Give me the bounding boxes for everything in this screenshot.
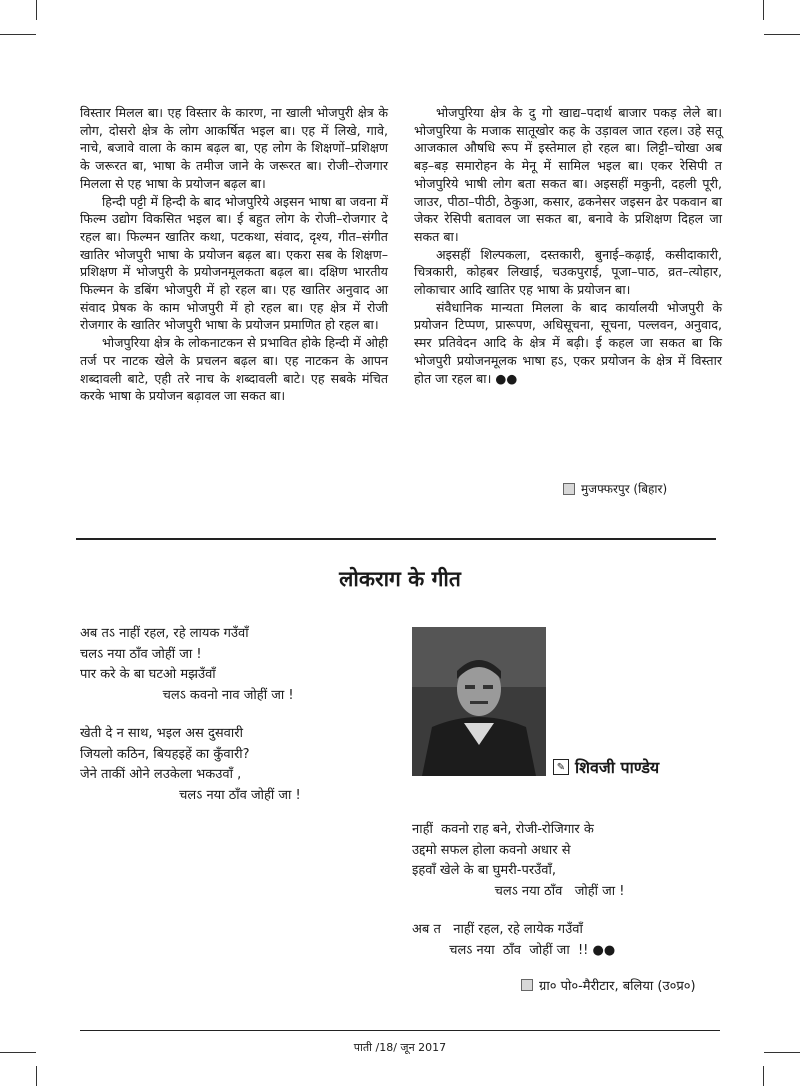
- poem-line: पार करे के बा घटओ मझउँवाँ: [80, 667, 216, 682]
- poem-line: जेने ताकीं ओने लउकेला भकउवाँ ,: [80, 767, 242, 782]
- poet-name-line: [553, 756, 659, 778]
- square-bullet-icon: [563, 483, 575, 495]
- article-column-right: [414, 104, 722, 387]
- byline-location: मुजफ्फरपुर (बिहार): [581, 482, 668, 496]
- poet-name: शिवजी पाण्डेय: [575, 758, 660, 777]
- article-paragraph: अइसहीं शिल्पकला, दस्तकारी, बुनाई–कढ़ाई, कसीदाकारी, चित्रकारी, कोहबर लिखाई, चउकपुराई, पूजा–पाठ, व्रत–त्योहार, लोकाचार आदि खातिर एह भाषा के प्रयोजन बा।: [414, 246, 722, 298]
- article-paragraph: भोजपुरिया क्षेत्र के लोकनाटकन से प्रभावित होके हिन्दी में ओही तर्ज पर नाटक खेले के प्रचलन बढ़ल बा। एह नाटकन के आपन शब्दावली बाटे, एही तरे नाच के शब्दावली बाटे। एह सबके मंचित करके भाषा के प्रयोजन बढ़ावल जा सकत बा।: [80, 335, 388, 404]
- article-paragraph: भोजपुरिया क्षेत्र के दु गो खाद्य–पदार्थ बाजार पकड़ लेले बा। भोजपुरिया के मजाक सातूखोर कह के उड़ावल जात रहल। उहे सतू आजकाल औषधि रूप में इस्तेमाल हो रहल बा। लिट्टी–चोखा अब बड़–बड़ समारोहन के मेनू में सामिल भइल बा। एकर रेसिपी त भोजपुरिये भाषी लोग बता सकत बा। अइसहीं मकुनी, दहली पूरी, जाउर, पीठा–पीठी, ठेकुआ, कसार, ढकनेसर जइसन ढेर पकवान बा जेकर रेसिपी बतावल जा सकत बा, बनावे के प्रशिक्षण दिहल जा सकत बा।: [414, 105, 722, 244]
- article-paragraph: विस्तार मिलल बा। एह विस्तार के कारण, ना खाली भोजपुरी क्षेत्र के लोग, दोसरो क्षेत्र के लोग आकर्षित भइल बा। एह में लिखे, गावे, नाचे, बजावे वाला के काम बढ़ल बा, एह लोग के शिक्षणों–प्रशिक्षण के जरूरत बा, भाषा के तमीज जाने के जरूरत बा। रोजी–रोजगार मिलला से एह भाषा के प्रयोजन बढ़ल बा।: [80, 105, 388, 191]
- poem-stanza: [412, 920, 625, 961]
- article-byline: [563, 480, 667, 497]
- article-paragraph: हिन्दी पट्टी में हिन्दी के बाद भोजपुरिये अइसन भाषा बा जवना में फिल्म उद्योग विकसित भइल बा। ई बहुत लोग के रोजी–रोजगार दे रहल बा। फिल्मन खातिर कथा, पटकथा, संवाद, दृश्य, गीत–संगीत खातिर भोजपुरी भाषा के प्रयोजन बढ़ल बा। एकरा सब के शिक्षण–प्रशिक्षण में भोजपुरी के प्रयोजनमूलकता बढ़ल बा। दक्षिण भारतीय फिल्मन के डबिंग भोजपुरी में हो रहल बा। एह खातिर अनुवाद आ संवाद प्रेषक के काम भोजपुरी में हो रहल बा। एह क्षेत्र में रोजी रोजगार के खातिर भोजपुरी भाषा के प्रयोजन प्रमाणित हो रहल बा।: [80, 193, 388, 333]
- poem-line: जियलो कठिन, बियहइहें का कुँवारी?: [80, 746, 250, 762]
- crop-mark: [36, 1066, 37, 1086]
- poem-verses-left: [80, 624, 301, 824]
- poet-photo: [412, 627, 546, 776]
- poem-stanza: [80, 624, 301, 706]
- poem-line: नाहीं कवनो राह बने, रोजी-रोजिगार के: [412, 822, 594, 837]
- poem-verses-right: [412, 820, 625, 979]
- article-column-left: [80, 104, 388, 405]
- poem-title: लोकराग के गीत: [339, 567, 461, 591]
- crop-mark: [764, 34, 800, 35]
- poem-address: [521, 976, 696, 994]
- footer-rule: [80, 1030, 720, 1031]
- poem-line: अब त नाहीं रहल, रहे लायेक गउँवाँ: [412, 922, 583, 937]
- crop-mark: [763, 0, 764, 20]
- pen-icon: ✎: [553, 759, 569, 775]
- poem-line: इहवाँ खेले के बा घुमरी-परउँवाँ,: [412, 863, 557, 878]
- page-footer: पाती /18/ जून 2017: [353, 1041, 447, 1054]
- poem-line: चलऽ नया ठाँव जोहीं जा !: [80, 787, 301, 803]
- section-divider: [76, 538, 716, 540]
- poem-line: अब तऽ नाहीं रहल, रहे लायक गउँवाँ: [80, 626, 249, 641]
- portrait-image: [412, 627, 546, 776]
- poem-line: चलऽ कवनो नाव जोहीं जा !: [80, 687, 294, 703]
- crop-mark: [36, 0, 37, 20]
- address-text: ग्रा० पो०-मैरीटार, बलिया (उ०प्र०): [539, 979, 696, 994]
- poem-line: खेती दे न साथ, भइल अस दुसवारी: [80, 726, 243, 741]
- poem-line: उद्दमो सफल होला कवनो अधार से: [412, 842, 571, 858]
- crop-mark: [0, 34, 36, 35]
- poem-line: चलऽ नया ठाँव जोहीं जा !: [412, 883, 625, 899]
- square-bullet-icon: [521, 979, 533, 991]
- poem-stanza: [412, 820, 625, 902]
- poem-stanza: [80, 724, 301, 806]
- crop-mark: [763, 1066, 764, 1086]
- article-paragraph: संवैधानिक मान्यता मिलला के बाद कार्यालयी भोजपुरी के प्रयोजन टिप्पण, प्रारूपण, अधिसूचना, सूचना, पल्लवन, अनुवाद, स्मर प्रतिवेदन आदि के क्षेत्र में बढ़ी। ई कहल जा सकत बा कि भोजपुरी प्रयोजनमूलक भाषा हऽ, एकर प्रयोजन के क्षेत्र में विस्तार होत जा रहल बा। ●●: [414, 299, 722, 386]
- poem-line: चलऽ नया ठाँव जोहीं जा !! ●●: [412, 942, 616, 958]
- poem-line: चलऽ नया ठाँव जोहीं जा !: [80, 646, 202, 662]
